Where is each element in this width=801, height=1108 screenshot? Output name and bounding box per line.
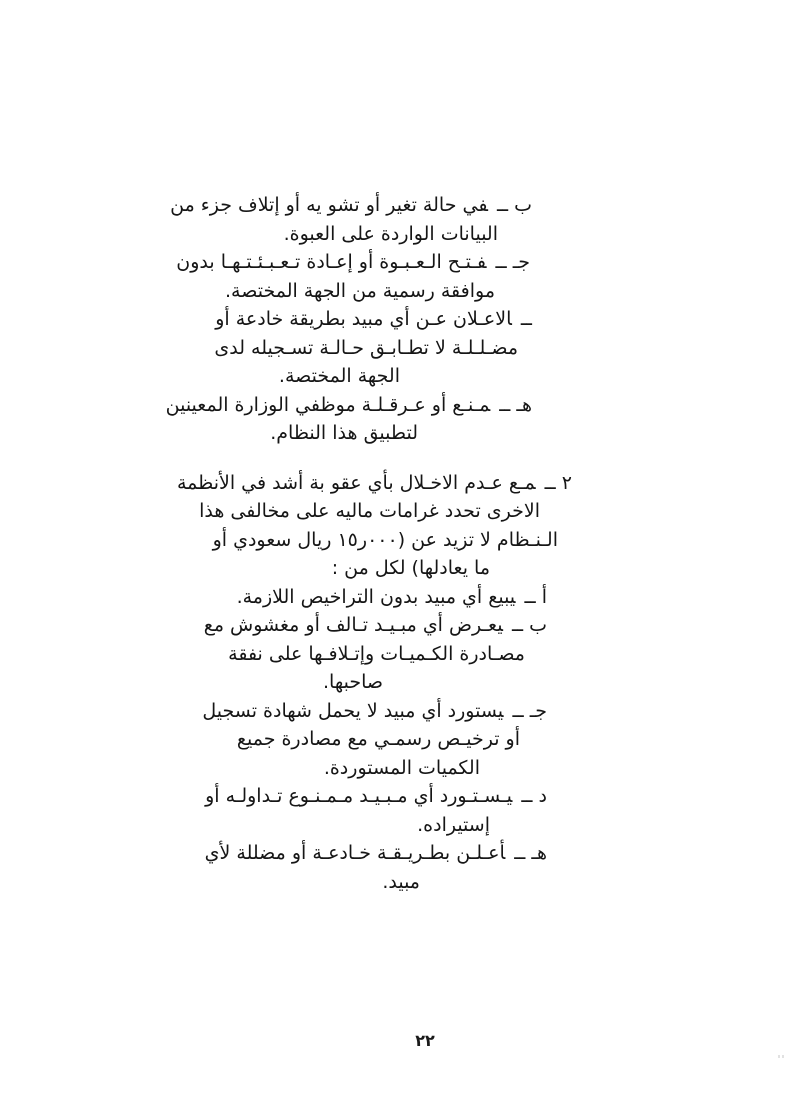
text-line bbox=[229, 583, 572, 612]
clause2-item-h bbox=[204, 839, 572, 896]
text-line: موافقة رسمية من الجهة المختصة. bbox=[225, 279, 495, 302]
text-line-content: فـتـح الـعـبـوة أو إعـادة تـعـبـئـتـهـا بدون bbox=[176, 251, 487, 273]
text-line bbox=[215, 305, 572, 334]
item-marker: د ــ bbox=[521, 785, 547, 807]
item-marker: هـ ــ bbox=[514, 842, 547, 864]
clause-item-b bbox=[170, 191, 572, 248]
scan-artifact bbox=[778, 1055, 786, 1058]
text-line-content: مـنـع أو عـرقـلـة موظفي الوزارة المعينين bbox=[165, 393, 491, 416]
text-line: ما يعادلها) لكل من : bbox=[331, 557, 490, 579]
item-marker: ب ــ bbox=[496, 194, 532, 216]
clause-item-h bbox=[165, 391, 572, 448]
text-line-content: أعـلـن بطـريـقـة خـادعـة أو مضللة لأي bbox=[204, 842, 506, 864]
text-line: مبيد. bbox=[382, 870, 420, 893]
text-line: الجهة المختصة. bbox=[278, 365, 400, 387]
document-body bbox=[165, 191, 572, 896]
text-line-content: يعـرض أي مبـيـد تـالف أو مغشوش مع bbox=[203, 614, 503, 636]
clause-item-j bbox=[176, 248, 572, 305]
text-line-content: الاعـلان عـن أي مبيد بطريقة خادعة أو bbox=[215, 308, 512, 330]
text-line: أو ترخيـص رسمـي مع مصادرة جميع bbox=[236, 728, 520, 750]
text-line: الكميات المستوردة. bbox=[323, 756, 480, 779]
text-line bbox=[176, 248, 572, 277]
clause2-item-b bbox=[203, 611, 572, 697]
text-line: مضـلـلـة لا تطـابـق حـالـة تسـجيله لدى bbox=[214, 336, 518, 359]
text-line: مصـادرة الكـميـات وإتـلافـها على نفقة bbox=[228, 642, 525, 665]
text-line: الـنـظام لا تزيد عن (٠٠٠ر١٥ ريال سعودي أو bbox=[212, 528, 558, 551]
item-marker: جـ ــ bbox=[512, 699, 547, 722]
clause2-item-j bbox=[202, 697, 572, 783]
clause2-item-a bbox=[229, 583, 572, 612]
text-line bbox=[170, 191, 572, 220]
item-marker: جـ ــ bbox=[495, 251, 530, 273]
text-line bbox=[204, 839, 572, 868]
text-line: إستيراده. bbox=[417, 813, 490, 836]
text-line: صاحبها. bbox=[323, 671, 383, 693]
text-line bbox=[176, 469, 572, 498]
text-line bbox=[203, 611, 572, 640]
clause-number-marker: ٢ ــ bbox=[544, 471, 572, 494]
text-line: لتطبيق هذا النظام. bbox=[270, 422, 418, 444]
text-line-content: يـسـتـورد أي مـبـيـد مـمـنـوع تـداولـه أو bbox=[205, 785, 513, 807]
text-line bbox=[202, 697, 572, 726]
text-line: الاخرى تحدد غرامات ماليه على مخالفى هذا bbox=[199, 500, 540, 522]
text-line-content: يبيع أي مبيد بدون التراخيص اللازمة. bbox=[236, 585, 516, 608]
item-marker: أ ــ bbox=[524, 585, 547, 608]
text-line-content: في حالة تغير أو تشو يه أو إتلاف جزء من bbox=[170, 194, 488, 216]
text-line-content: مـع عـدم الاخـلال بأي عقو بة أشد في الأنظمة bbox=[176, 471, 536, 494]
clause2-item-d bbox=[205, 782, 572, 839]
page-number: ٢٢ bbox=[415, 1031, 435, 1050]
item-marker: هـ ــ bbox=[499, 393, 532, 416]
clause-2 bbox=[176, 469, 572, 897]
item-marker: ب ــ bbox=[511, 614, 547, 636]
clause-item-dash bbox=[214, 305, 572, 391]
text-line: البيانات الواردة على العبوة. bbox=[283, 222, 498, 245]
text-line bbox=[205, 782, 572, 811]
item-marker: ــ bbox=[520, 308, 532, 330]
text-line bbox=[165, 391, 572, 420]
text-line-content: يستورد أي مبيد لا يحمل شهادة تسجيل bbox=[202, 699, 504, 722]
